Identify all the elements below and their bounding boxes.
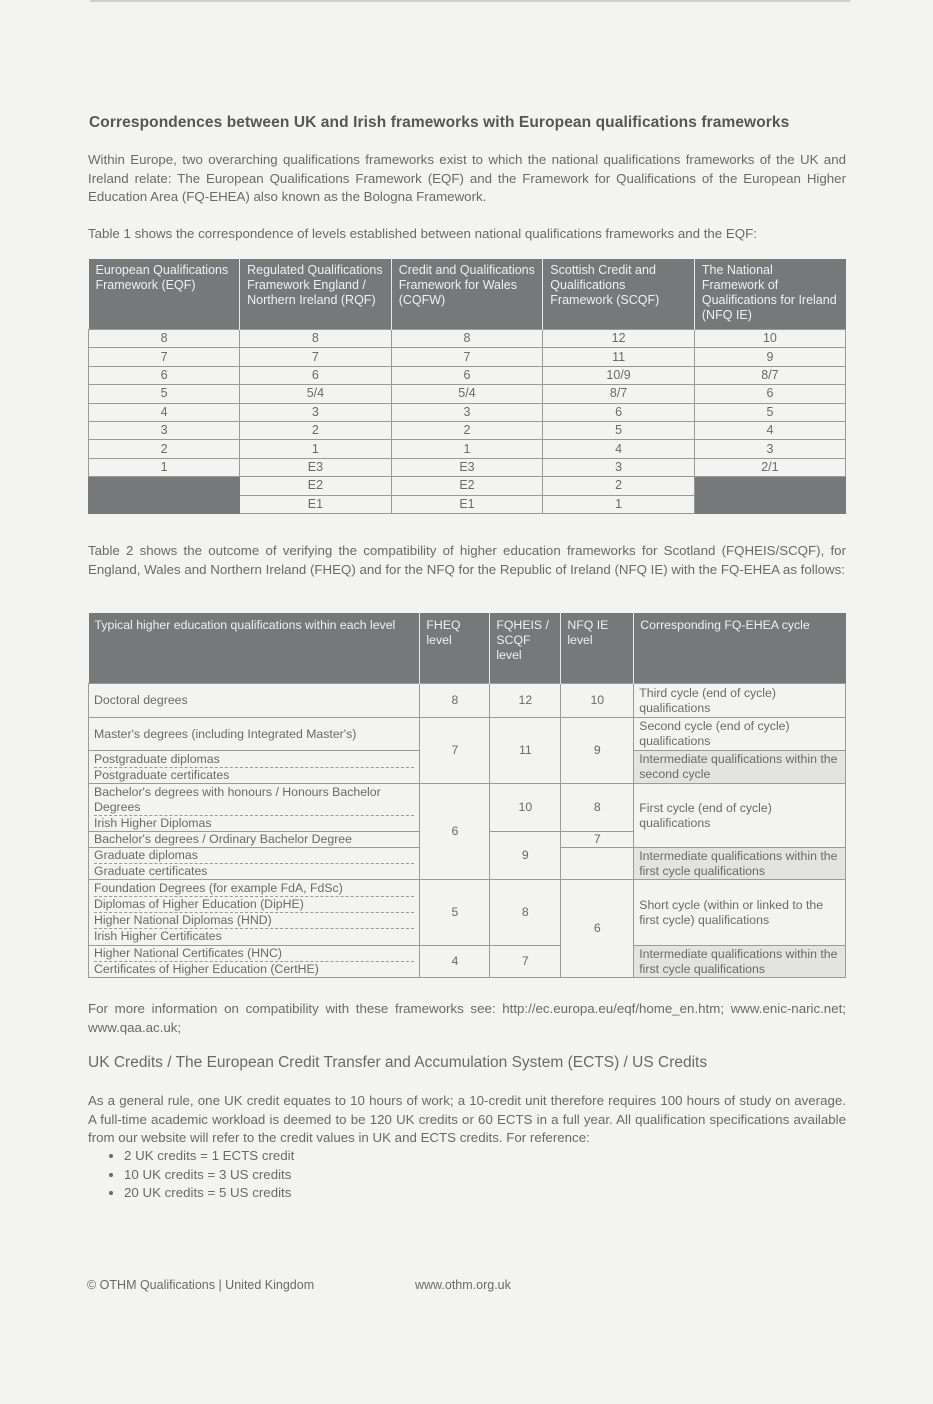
nfq-cell: 8: [561, 784, 634, 832]
table1-cell: 3: [543, 458, 695, 476]
table1-cell: [89, 495, 240, 513]
table1-cell: 3: [694, 440, 845, 458]
credits-heading: UK Credits / The European Credit Transfer and Accumulation System (ECTS) / US Credits: [88, 1054, 708, 1071]
table1-cell: 6: [240, 366, 392, 384]
table1-cell: 2: [89, 440, 240, 458]
table-row: [89, 880, 846, 946]
cycle-cell: Intermediate qualifications within the first cycle qualifications: [634, 848, 846, 880]
table1-cell: 1: [240, 440, 392, 458]
table1-cell: 1: [89, 458, 240, 476]
table1-cell: 3: [89, 421, 240, 439]
table1-cell: 6: [543, 403, 695, 421]
table1-cell: 5/4: [240, 385, 392, 403]
table1-cell: 10/9: [543, 366, 695, 384]
nfq-cell-empty: [561, 848, 634, 880]
table-eqf-correspondence: [88, 259, 846, 514]
list-item: • 10 UK credits = 3 US credits: [124, 1166, 294, 1185]
table1-cell: 5: [694, 403, 845, 421]
cycle-cell: Second cycle (end of cycle) qualifications: [634, 718, 846, 751]
table-row: [89, 348, 846, 366]
scqf-cell: 8: [490, 880, 561, 946]
table1-cell: 2: [391, 421, 543, 439]
qualification-cell: [89, 880, 420, 946]
scqf-cell: 9: [490, 832, 561, 880]
qualification-cell: Master's degrees (including Integrated Master's): [89, 718, 420, 751]
table1-cell: 11: [543, 348, 695, 366]
qualification-cell: Doctoral degrees: [89, 684, 420, 718]
nfq-cell: 7: [561, 832, 634, 848]
qualification-line: Higher National Diplomas (HND): [94, 912, 414, 928]
table1-header: Regulated Qualifications Framework England / Northern Ireland (RQF): [240, 259, 392, 330]
qualification-line: Irish Higher Diplomas: [94, 815, 414, 831]
table1-cell: 4: [694, 421, 845, 439]
scqf-cell: 7: [490, 946, 561, 978]
qualification-cell: [89, 751, 420, 784]
footer-copyright: © OTHM Qualifications | United Kingdom: [87, 1278, 315, 1292]
table-row: [89, 330, 846, 348]
table1-cell: 4: [543, 440, 695, 458]
table1-cell: 6: [89, 366, 240, 384]
table1-cell: 8: [89, 330, 240, 348]
qualification-line: Postgraduate diplomas: [94, 751, 220, 766]
table-row: [89, 440, 846, 458]
nfq-cell: 9: [561, 718, 634, 784]
table1-cell: 8/7: [694, 366, 845, 384]
table1-cell: 12: [543, 330, 695, 348]
table-row: [89, 385, 846, 403]
table1-cell: [694, 477, 845, 495]
credits-list: [106, 1147, 294, 1203]
table1-cell: 3: [391, 403, 543, 421]
table2-header: NFQ IE level: [561, 613, 634, 684]
table1-header: Credit and Qualifications Framework for Wales (CQFW): [391, 259, 543, 330]
qualification-line: Graduate diplomas: [94, 848, 198, 862]
table1-cell: E3: [240, 458, 392, 476]
qualification-cell: [89, 848, 420, 880]
cycle-cell: Short cycle (within or linked to the first cycle) qualifications: [634, 880, 846, 946]
table1-cell: E2: [240, 477, 392, 495]
more-info-paragraph: For more information on compatibility with these frameworks see: http://ec.europa.eu/eqf/home_en.htm; www.enic-naric.net; www.qaa.ac.uk;: [88, 1001, 846, 1035]
cycle-cell: First cycle (end of cycle) qualifications: [634, 784, 846, 848]
table1-cell: 7: [89, 348, 240, 366]
table1-cell: 1: [543, 495, 695, 513]
table1-cell: 4: [89, 403, 240, 421]
table1-cell: 5: [89, 385, 240, 403]
scqf-cell: 11: [490, 718, 561, 784]
table1-cell: [89, 477, 240, 495]
table2-header-row: [89, 613, 846, 684]
table-row: [89, 495, 846, 513]
table1-cell: E1: [240, 495, 392, 513]
qualification-cell: [89, 946, 420, 978]
list-item: • 20 UK credits = 5 US credits: [124, 1184, 294, 1203]
table1-cell: 1: [391, 440, 543, 458]
fheq-cell: 4: [420, 946, 490, 978]
table1-cell: 10: [694, 330, 845, 348]
table1-cell: 8: [240, 330, 392, 348]
table2-header: Corresponding FQ-EHEA cycle: [634, 613, 846, 684]
cycle-cell: Intermediate qualifications within the first cycle qualifications: [634, 946, 846, 978]
table1-cell: 6: [694, 385, 845, 403]
qualification-line: Bachelor's degrees with honours / Honours Bachelor Degrees: [94, 784, 381, 814]
table-row: [89, 366, 846, 384]
qualification-line: Postgraduate certificates: [94, 767, 414, 783]
qualification-cell: [89, 784, 420, 832]
table1-header: The National Framework of Qualifications for Ireland (NFQ IE): [694, 259, 845, 330]
table1-header-row: [89, 259, 846, 330]
table1-cell: [694, 495, 845, 513]
nfq-cell: 10: [561, 684, 634, 718]
table-row: [89, 458, 846, 476]
table-row: [89, 718, 846, 751]
qualification-line: Diplomas of Higher Education (DipHE): [94, 896, 414, 912]
table1-cell: 5: [543, 421, 695, 439]
top-edge-line: [90, 0, 850, 2]
table1-cell: 6: [391, 366, 543, 384]
table1-cell: 3: [240, 403, 392, 421]
nfq-cell: 6: [561, 880, 634, 978]
fheq-cell: 8: [420, 684, 490, 718]
page-title: Correspondences between UK and Irish frameworks with European qualifications frameworks: [89, 114, 790, 131]
table2-header: FHEQ level: [420, 613, 490, 684]
qualification-line: Higher National Certificates (HNC): [94, 946, 282, 960]
table1-cell: 5/4: [391, 385, 543, 403]
cycle-cell: Third cycle (end of cycle) qualifications: [634, 684, 846, 718]
table1-cell: E2: [391, 477, 543, 495]
table1-cell: 7: [391, 348, 543, 366]
table1-cell: E3: [391, 458, 543, 476]
table-row: [89, 784, 846, 832]
table-row: [89, 477, 846, 495]
fheq-cell: 6: [420, 784, 490, 880]
table1-cell: 2: [543, 477, 695, 495]
fheq-cell: 7: [420, 718, 490, 784]
table1-intro: Table 1 shows the correspondence of levels established between national qualifications frameworks and the EQF:: [88, 226, 757, 241]
qualification-line: Graduate certificates: [94, 863, 414, 879]
scqf-cell: 12: [490, 684, 561, 718]
table-row: [89, 421, 846, 439]
table-row: [89, 403, 846, 421]
list-item: • 2 UK credits = 1 ECTS credit: [124, 1147, 294, 1166]
table1-cell: E1: [391, 495, 543, 513]
table2-header: FQHEIS / SCQF level: [490, 613, 561, 684]
qualification-line: Certificates of Higher Education (CertHE): [94, 961, 414, 977]
table1-cell: 9: [694, 348, 845, 366]
footer-website: www.othm.org.uk: [415, 1278, 511, 1292]
scqf-cell: 10: [490, 784, 561, 832]
credits-paragraph: As a general rule, one UK credit equates to 10 hours of work; a 10-credit unit therefore requires 100 hours of study on average. A full-time academic workload is deemed to be 120 UK credits or 60 ECTS in a full year. All qualification specifications available from our website will refer to the credit values in UK and ECTS credits. For reference:: [88, 1093, 846, 1145]
table1-header: European Qualifications Framework (EQF): [89, 259, 240, 330]
table-fq-ehea-compatibility: [88, 613, 846, 978]
fheq-cell: 5: [420, 880, 490, 946]
table1-cell: 2/1: [694, 458, 845, 476]
qualification-line: Foundation Degrees (for example FdA, FdSc): [94, 881, 343, 895]
qualification-line: Irish Higher Certificates: [94, 928, 414, 944]
intro-paragraph: Within Europe, two overarching qualifications frameworks exist to which the national qualifications frameworks of the UK and Ireland relate: The European Qualifications Framework (EQF) and the Framework for Qualifications of the European Higher Education Area (FQ-EHEA) also known as the Bologna Framework.: [88, 152, 846, 204]
table-row: [89, 946, 846, 978]
table1-cell: 7: [240, 348, 392, 366]
table1-header: Scottish Credit and Qualifications Framework (SCQF): [543, 259, 695, 330]
cycle-cell: Intermediate qualifications within the second cycle: [634, 751, 846, 784]
table1-cell: 8: [391, 330, 543, 348]
qualification-cell: Bachelor's degrees / Ordinary Bachelor Degree: [89, 832, 420, 848]
table1-body: [89, 330, 846, 514]
table2-intro: Table 2 shows the outcome of verifying the compatibility of higher education frameworks for Scotland (FQHEIS/SCQF), for England, Wales and Northern Ireland (FHEQ) and for the NFQ for the Republic of Ireland (NFQ IE) with the FQ-EHEA as follows:: [88, 543, 846, 577]
table-row: [89, 684, 846, 718]
table1-cell: 2: [240, 421, 392, 439]
table2-header: Typical higher education qualifications within each level: [89, 613, 420, 684]
table1-cell: 8/7: [543, 385, 695, 403]
